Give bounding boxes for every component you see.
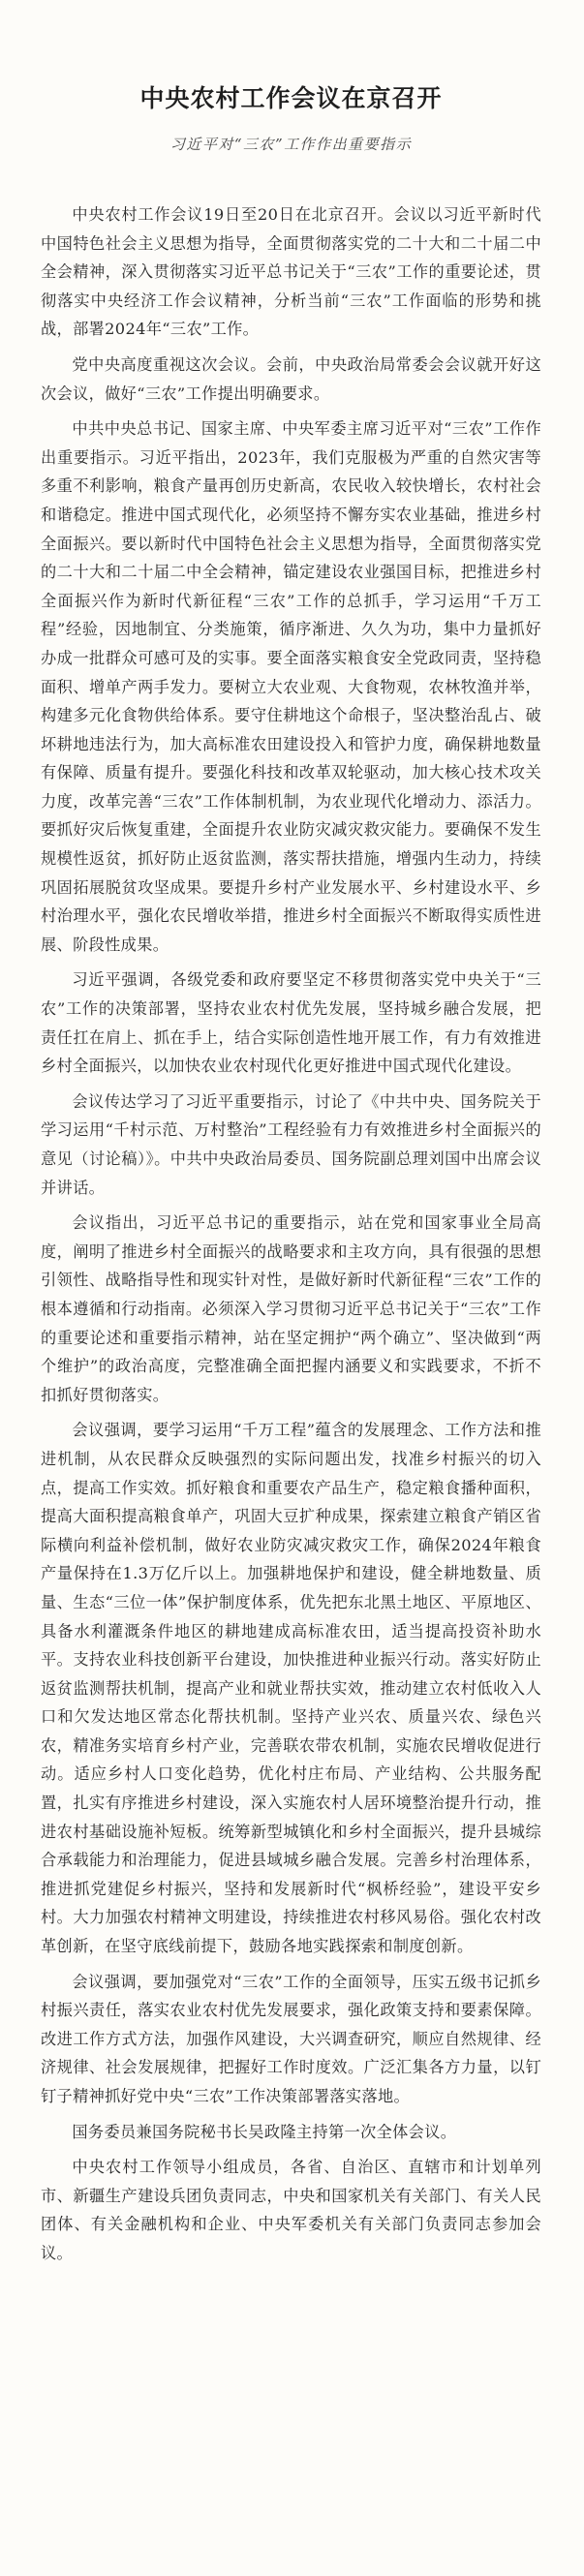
article-paragraph: 会议强调，要学习运用“千万工程”蕴含的发展理念、工作方法和推进机制，从农民群众反映强烈的实际问题出发，找准乡村振兴的切入点，提高工作实效。抓好粮食和重要农产品生产，稳定粮食播种面积，提高大面积提高粮食单产，巩固大豆扩种成果，探索建立粮食产销区省际横向利益补偿机制，做好农业防灾减灾救灾工作，确保2024年粮食产量保持在1.3万亿斤以上。加强耕地保护和建设，健全耕地数量、质量、生态“三位一体”保护制度体系，优先把东北黑土地区、平原地区、具备水利灌溉条件地区的耕地建成高标准农田，适当提高投资补助水平。支持农业科技创新平台建设，加快推进种业振兴行动。落实好防止返贫监测帮扶机制，提高产业和就业帮扶实效，推动建立农村低收入人口和欠发达地区常态化帮扶机制。坚持产业兴农、质量兴农、绿色兴农，精准务实培育乡村产业，完善联农带农机制，实施农民增收促进行动。适应乡村人口变化趋势，优化村庄布局、产业结构、公共服务配置，扎实有序推进乡村建设，深入实施农村人居环境整治提升行动，推进农村基础设施补短板。统筹新型城镇化和乡村全面振兴，提升县城综合承载能力和治理能力，促进县域城乡融合发展。完善乡村治理体系，推进抓党建促乡村振兴，坚持和发展新时代“枫桥经验”，建设平安乡村。大力加强农村精神文明建设，持续推进农村移风易俗。强化农村改革创新，在坚守底线前提下，鼓励各地实践探索和制度创新。 [41, 1421, 541, 1956]
article-paragraph: 中共中央总书记、国家主席、中央军委主席习近平对“三农”工作作出重要指示。习近平指出，2023年，我们克服极为严重的自然灾害等多重不利影响，粮食产量再创历史新高，农民收入较快增长，农村社会和谐稳定。推进中国式现代化，必须坚持不懈夯实农业基础，推进乡村全面振兴。要以新时代中国特色社会主义思想为指导，全面贯彻落实党的二十大和二十届二中全会精神，锚定建设农业强国目标，把推进乡村全面振兴作为新时代新征程“三农”工作的总抓手，学习运用“千万工程”经验，因地制宜、分类施策，循序渐进、久久为功，集中力量抓好办成一批群众可感可及的实事。要全面落实粮食安全党政同责，坚持稳面积、增单产两手发力。要树立大农业观、大食物观，农林牧渔并举，构建多元化食物供给体系。要守住耕地这个命根子，坚决整治乱占、破坏耕地违法行为，加大高标准农田建设投入和管护力度，确保耕地数量有保障、质量有提升。要强化科技和改革双轮驱动，加大核心技术攻关力度，改革完善“三农”工作体制机制，为农业现代化增动力、添活力。要抓好灾后恢复重建，全面提升农业防灾减灾救灾能力。要确保不发生规模性返贫，抓好防止返贫监测，落实帮扶措施，增强内生动力，持续巩固拓展脱贫攻坚成果。要提升乡村产业发展水平、乡村建设水平、乡村治理水平，强化农民增收举措，推进乡村全面振兴不断取得实质性进展、阶段性成果。 [41, 419, 541, 954]
article-paragraph: 国务委员兼国务院秘书长吴政隆主持第一次全体会议。 [72, 2122, 457, 2141]
article-paragraph: 党中央高度重视这次会议。会前，中央政治局常委会会议就开好这次会议，做好“三农”工作提出明确要求。 [41, 354, 541, 403]
article-subtitle: 习近平对“三农”工作作出重要指示 [169, 136, 413, 153]
article-paragraph: 习近平强调，各级党委和政府要坚定不移贯彻落实党中央关于“三农”工作的决策部署，坚持农业农村优先发展，坚持城乡融合发展，把责任扛在肩上、抓在手上，结合实际创造性地开展工作，有力有效推进乡村全面振兴，以加快农业农村现代化更好推进中国式现代化建设。 [41, 970, 541, 1076]
article-title: 中央农村工作会议在京召开 [139, 84, 443, 112]
article-paragraph: 会议指出，习近平总书记的重要指示，站在党和国家事业全局高度，阐明了推进乡村全面振兴的战略要求和主攻方向，具有很强的思想引领性、战略指导性和现实针对性，是做好新时代新征程“三农”工作的根本遵循和行动指南。必须深入学习贯彻习近平总书记关于“三农”工作的重要论述和重要指示精神，站在坚定拥护“两个确立”、坚决做到“两个维护”的政治高度，完整准确全面把握内涵要义和实践要求，不折不扣抓好贯彻落实。 [41, 1213, 541, 1404]
article-paragraph: 中央农村工作会议19日至20日在北京召开。会议以习近平新时代中国特色社会主义思想为指导，全面贯彻落实党的二十大和二十届二中全会精神，深入贯彻落实习近平总书记关于“三农”工作的重要论述，贯彻落实中央经济工作会议精神，分析当前“三农”工作面临的形势和挑战，部署2024年“三农”工作。 [41, 205, 541, 339]
article-paragraph: 会议传达学习了习近平重要指示，讨论了《中共中央、国务院关于学习运用“千村示范、万村整治”工程经验有力有效推进乡村全面振兴的意见（讨论稿）》。中共中央政治局委员、国务院副总理刘国中出席会议并讲话。 [41, 1091, 541, 1197]
article-paragraph: 会议强调，要加强党对“三农”工作的全面领导，压实五级书记抓乡村振兴责任，落实农业农村优先发展要求，强化政策支持和要素保障。改进工作方式方法，加强作风建设，大兴调查研究，顺应自然规律、经济规律、社会发展规律，把握好工作时度效。广泛汇集各方力量，以钉钉子精神抓好党中央“三农”工作决策部署落实落地。 [41, 1972, 541, 2105]
article-body [41, 200, 541, 2268]
article-paragraph: 中央农村工作领导小组成员，各省、自治区、直辖市和计划单列市、新疆生产建设兵团负责同志，中央和国家机关有关部门、有关人民团体、有关金融机构和企业、中央军委机关有关部门负责同志参加会议。 [41, 2158, 541, 2262]
